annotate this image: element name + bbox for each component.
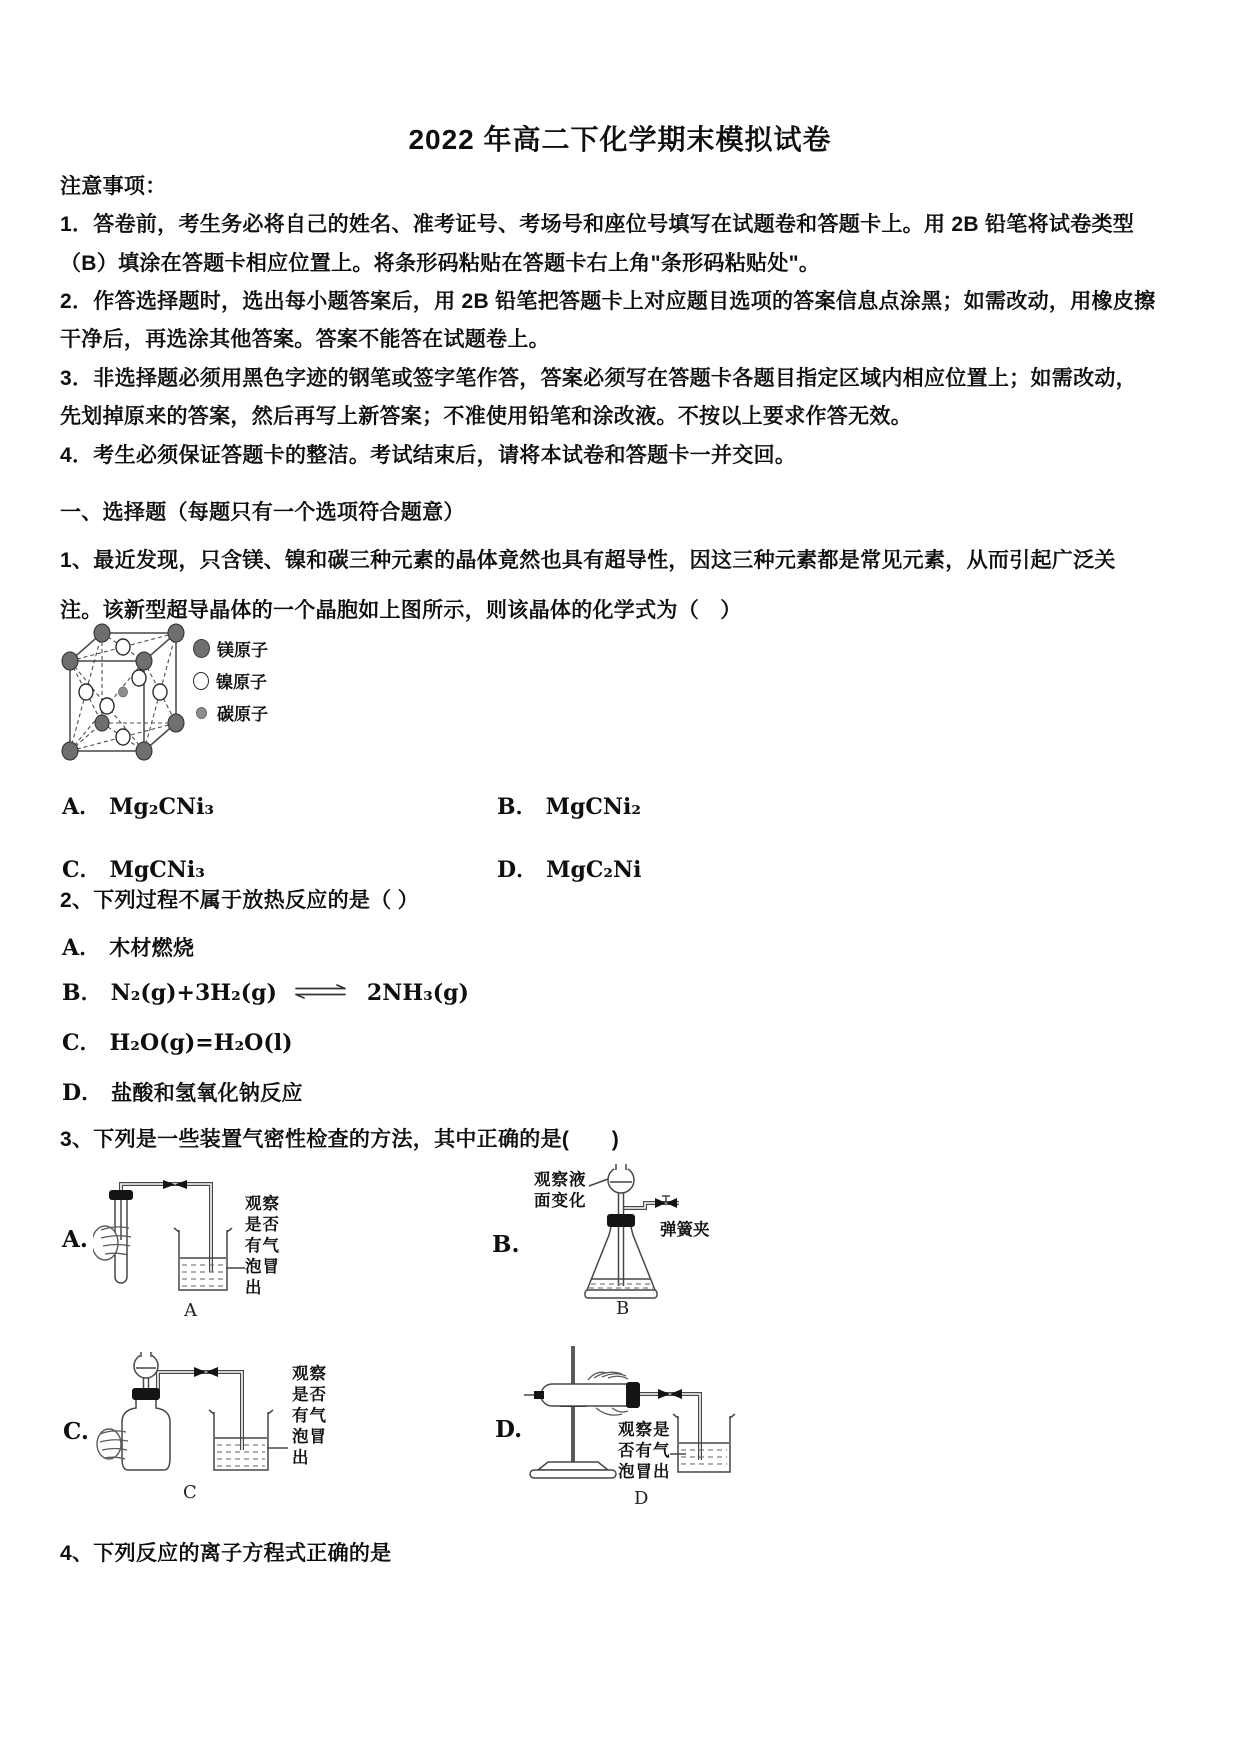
- option-formula: MgCNi₃: [109, 857, 205, 883]
- option-formula: MgCNi₂: [545, 794, 641, 820]
- fig-c-note: 观察是否有气泡冒出: [292, 1365, 327, 1467]
- q3-option-letter-a: A.: [62, 1226, 88, 1253]
- option-key: B．: [497, 794, 538, 820]
- option-key: C．: [62, 1030, 102, 1056]
- q1-option-a: [62, 790, 214, 821]
- q3-option-letter-d: D.: [495, 1416, 523, 1443]
- fig-b-note: 观察液面变化: [534, 1171, 587, 1210]
- option-formula: Mg₂CNi₃: [109, 794, 215, 820]
- q2-option-d: [62, 1076, 303, 1107]
- legend-label-ni: 镍原子: [216, 673, 267, 692]
- fig-a-sublabel: A: [184, 1300, 197, 1321]
- fig-d-sublabel: D: [634, 1488, 649, 1509]
- option-formula: N₂(g)+3H₂(g): [110, 980, 277, 1006]
- q1-option-d: [497, 853, 641, 884]
- fig-a-note: 观察是否有气泡冒出: [245, 1195, 280, 1297]
- c-atom-icon: [196, 707, 207, 719]
- legend-row-mg: [193, 636, 268, 661]
- q1-stem-line1: 1、最近发现，只含镁、镍和碳三种元素的晶体竟然也具有超导性，因这三种元素都是常见元素，从而引起广泛关: [60, 549, 1116, 572]
- legend-label-c: 碳原子: [217, 705, 268, 724]
- fig-c-sublabel: C: [183, 1482, 197, 1503]
- option-formula: MgC₂Ni: [546, 857, 642, 883]
- unit-cell-figure: [56, 618, 188, 766]
- option-formula: H₂O(g)=H₂O(l): [109, 1030, 293, 1056]
- q2-option-c: [62, 1026, 293, 1057]
- option-formula: 2NH₃(g): [366, 980, 469, 1006]
- q4-stem: 4、下列反应的离子方程式正确的是: [60, 1542, 392, 1565]
- notice-line: 先划掉原来的答案，然后再写上新答案；不准使用铅笔和涂改液。不按以上要求作答无效。: [60, 405, 912, 428]
- option-text: 木材燃烧: [109, 937, 195, 960]
- legend-label-mg: 镁原子: [217, 641, 268, 660]
- notice-line: 3．非选择题必须用黑色字迹的钢笔或签字笔作答，答案必须写在答题卡各题目指定区域内相应位置上；如需改动，: [60, 367, 1137, 390]
- fig-d-note: 观察是否有气泡冒出: [618, 1421, 671, 1481]
- apparatus-a-figure: [93, 1180, 245, 1312]
- q3-option-letter-b: B.: [492, 1231, 520, 1258]
- q2-stem: 2、下列过程不属于放热反应的是（ ）: [60, 889, 419, 912]
- fig-b-clamp-label: 弹簧夹: [660, 1221, 710, 1239]
- option-key: A．: [62, 935, 102, 961]
- legend-row-ni: [193, 668, 267, 693]
- q1-stem-line2: 注。该新型超导晶体的一个晶胞如上图所示，则该晶体的化学式为（ ）: [60, 599, 742, 622]
- notice-line: 4．考生必须保证答题卡的整洁。考试结束后，请将本试卷和答题卡一并交回。: [60, 444, 797, 467]
- q3-option-letter-c: C.: [63, 1418, 89, 1445]
- option-key: C．: [62, 857, 102, 883]
- notice-line: 2．作答选择题时，选出每小题答案后，用 2B 铅笔把答题卡上对应题目选项的答案信息点涂黑；如需改动，用橡皮擦: [60, 290, 1156, 313]
- equilibrium-arrow-icon: [293, 984, 351, 999]
- notice-heading: 注意事项：: [60, 175, 167, 198]
- q2-option-b: [62, 976, 469, 1007]
- mg-atom-icon: [193, 639, 210, 658]
- option-key: D．: [497, 857, 539, 883]
- notice-line: 1．答卷前，考生务必将自己的姓名、准考证号、考场号和座位号填写在试题卷和答题卡上。用 2B 铅笔将试卷类型: [60, 213, 1135, 236]
- notice-line: （B）填涂在答题卡相应位置上。将条形码粘贴在答题卡右上角"条形码粘贴处"。: [60, 252, 821, 275]
- option-key: A．: [62, 794, 102, 820]
- apparatus-c-figure: [96, 1352, 288, 1487]
- page-title: 2022 年高二下化学期末模拟试卷: [408, 124, 832, 155]
- ni-atom-icon: [193, 672, 209, 690]
- notice-line: 干净后，再选涂其他答案。答案不能答在试题卷上。: [60, 328, 550, 351]
- option-key: B．: [62, 980, 103, 1006]
- legend-row-c: [193, 700, 268, 725]
- q1-option-b: [497, 790, 641, 821]
- section-heading: 一、选择题（每题只有一个选项符合题意）: [60, 501, 465, 524]
- q2-option-a: [62, 931, 194, 962]
- q3-stem: 3、下列是一些装置气密性检查的方法，其中正确的是( ): [60, 1128, 620, 1151]
- q1-option-c: [62, 853, 205, 884]
- fig-b-sublabel: B: [616, 1298, 630, 1319]
- option-text: 盐酸和氢氧化钠反应: [111, 1082, 303, 1105]
- option-key: D．: [62, 1080, 104, 1106]
